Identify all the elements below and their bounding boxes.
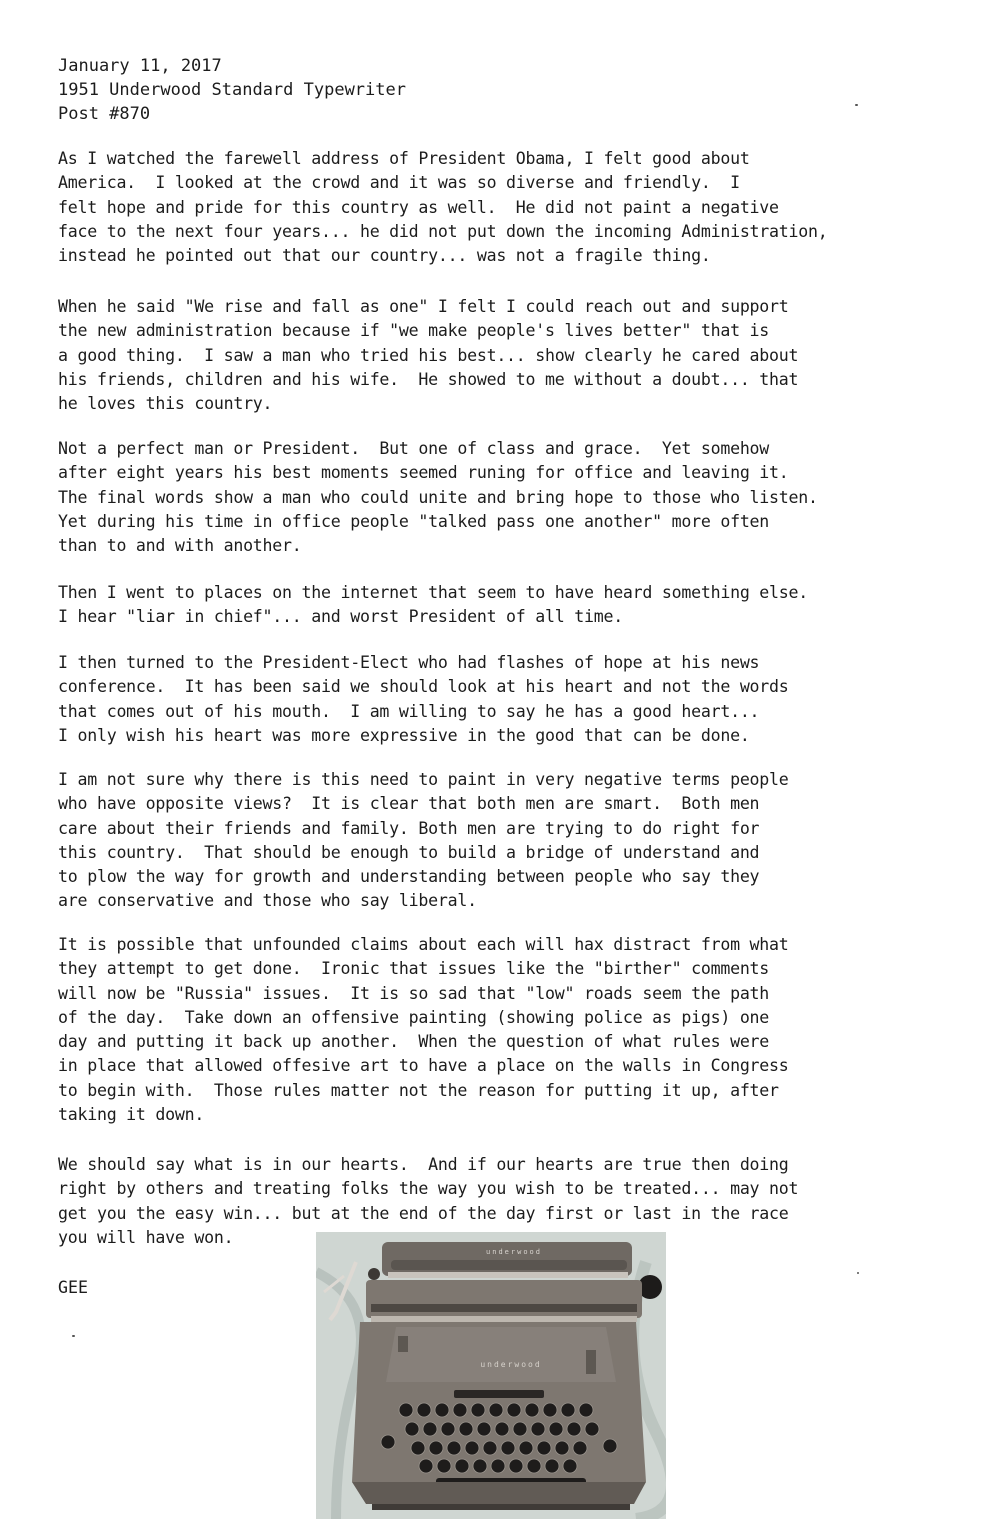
text-line: this country. That should be enough to build a bridge of understand and (58, 842, 760, 862)
text-line: conference. It has been said we should look at his heart and not the words (58, 677, 789, 697)
text-line: after eight years his best moments seemed runing for office and leaving it. (58, 463, 789, 483)
text-line: they attempt to get done. Ironic that issues like the "birther" comments (58, 959, 770, 979)
paper-speck (855, 104, 858, 106)
text-line: to begin with. Those rules matter not the reason for putting it up, after (58, 1080, 779, 1100)
letter-header (58, 54, 406, 126)
text-line: than to and with another. (58, 536, 302, 556)
text-line: face to the next four years... he did not put down the incoming Administration, (58, 221, 828, 241)
text-line: care about their friends and family. Both men are trying to do right for (58, 818, 760, 838)
paragraph-3 (58, 437, 818, 558)
signature-initials: GEE (58, 1278, 88, 1297)
text-line: It is possible that unfounded claims about each will hax distract from what (58, 935, 789, 954)
text-line: will now be "Russia" issues. It is so sad that "low" roads seem the path (58, 983, 770, 1003)
text-line: who have opposite views? It is clear that both men are smart. Both men (58, 794, 760, 814)
text-line: you will have won. (58, 1227, 234, 1247)
text-line: to plow the way for growth and understanding between people who say they (58, 867, 760, 887)
typewriter-illustration (316, 1232, 666, 1519)
post-number: Post #870 (58, 104, 151, 124)
text-line: I am not sure why there is this need to paint in very negative terms people (58, 770, 789, 789)
text-line: day and putting it back up another. When the question of what rules were (58, 1032, 770, 1052)
text-line: Then I went to places on the internet that seem to have heard something else. (58, 583, 809, 602)
text-line: the new administration because if "we make people's lives better" that is (58, 321, 770, 341)
text-line: are conservative and those who say liberal. (58, 891, 477, 911)
paper-speck (857, 1272, 859, 1274)
text-line: I then turned to the President-Elect who had flashes of hope at his news (58, 653, 760, 672)
text-line: his friends, children and his wife. He showed to me without a doubt... that (58, 369, 799, 389)
text-line: When he said "We rise and fall as one" I felt I could reach out and support (58, 297, 789, 316)
paper-speck (72, 1335, 75, 1337)
text-line: instead he pointed out that our country... was not a fragile thing. (58, 246, 711, 266)
text-line: a good thing. I saw a man who tried his best... show clearly he cared about (58, 345, 799, 365)
text-line: that comes out of his mouth. I am willing to say he has a good heart... (58, 701, 760, 721)
text-line: I hear "liar in chief"... and worst President of all time. (58, 607, 623, 627)
text-line: As I watched the farewell address of President Obama, I felt good about (58, 149, 750, 168)
letter-subject: 1951 Underwood Standard Typewriter (58, 80, 406, 100)
typewriter-photo (316, 1232, 666, 1519)
text-line: he loves this country. (58, 394, 273, 414)
text-line: I only wish his heart was more expressive in the good that can be done. (58, 725, 750, 745)
paragraph-1 (58, 147, 827, 268)
paragraph-5 (58, 651, 789, 748)
paragraph-4 (58, 581, 808, 630)
text-line: Not a perfect man or President. But one of class and grace. Yet somehow (58, 439, 770, 458)
text-line: taking it down. (58, 1105, 205, 1125)
text-line: We should say what is in our hearts. And if our hearts are true then doing (58, 1155, 789, 1174)
text-line: America. I looked at the crowd and it was so diverse and friendly. I (58, 173, 740, 193)
text-line: right by others and treating folks the way you wish to be treated... may not (58, 1179, 799, 1199)
paragraph-2 (58, 295, 798, 416)
brand-top-text: underwood (486, 1248, 542, 1256)
paragraph-7 (58, 933, 789, 1127)
brand-front-text: underwood (480, 1360, 542, 1369)
text-line: of the day. Take down an offensive painting (showing police as pigs) one (58, 1007, 770, 1027)
text-line: felt hope and pride for this country as well. He did not paint a negative (58, 197, 779, 217)
text-line: get you the easy win... but at the end of the day first or last in the race (58, 1203, 789, 1223)
text-line: The final words show a man who could unite and bring hope to those who listen. (58, 487, 818, 507)
text-line: in place that allowed offesive art to have a place on the walls in Congress (58, 1056, 789, 1076)
paragraph-6 (58, 768, 789, 914)
text-line: Yet during his time in office people "talked pass one another" more often (58, 511, 770, 531)
letter-date: January 11, 2017 (58, 56, 222, 76)
